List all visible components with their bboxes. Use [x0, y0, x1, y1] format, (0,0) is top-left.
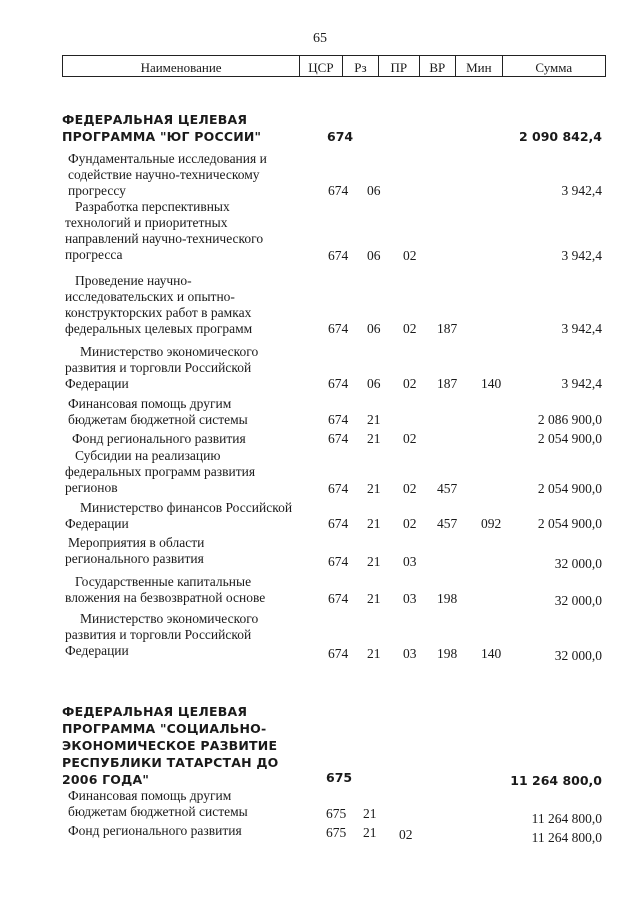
- row-name-line: Министерство экономического: [80, 611, 259, 626]
- row-name-line: Мероприятия в области: [68, 535, 205, 550]
- row-name-line: Министерство финансов Российской: [80, 500, 293, 515]
- header-vr: ВР: [419, 56, 456, 77]
- cell-csr: 674: [328, 646, 349, 661]
- cell-sum: 3 942,4: [561, 321, 602, 336]
- row-name: [65, 448, 255, 496]
- cell-min: 140: [481, 646, 502, 661]
- row-name-line: Проведение научно-: [75, 273, 192, 288]
- cell-pr: 02: [403, 321, 417, 336]
- row-name-line: федеральных программ развития: [65, 464, 256, 479]
- cell-sum: 32 000,0: [554, 593, 602, 608]
- cell-pr: 02: [403, 376, 417, 391]
- cell-rz: 21: [367, 481, 381, 496]
- row-name: [65, 273, 252, 337]
- cell-min: 140: [481, 376, 502, 391]
- row-name: [65, 574, 265, 606]
- row-name: [68, 396, 248, 428]
- cell-pr: 02: [399, 827, 413, 842]
- cell-csr: 674: [328, 376, 349, 391]
- cell-vr: 457: [437, 516, 458, 531]
- row-name: [72, 431, 246, 447]
- row-name-line: Фонд регионального развития: [72, 431, 246, 446]
- row-name-line: Финансовая помощь другим: [68, 788, 232, 803]
- cell-csr: 674: [328, 183, 349, 198]
- cell-rz: 21: [367, 431, 381, 446]
- row-name: [65, 199, 264, 263]
- cell-csr: 674: [328, 481, 349, 496]
- cell-csr: 674: [328, 554, 349, 569]
- row-name: [68, 151, 267, 199]
- row-name: [65, 500, 292, 532]
- row-name-line: Федерации: [65, 516, 129, 531]
- cell-csr: 674: [328, 516, 349, 531]
- header-name: Наименование: [140, 60, 222, 75]
- cell-pr: 03: [403, 646, 417, 661]
- row-name: [68, 788, 248, 820]
- cell-vr: 198: [437, 646, 458, 661]
- table-header: [62, 55, 606, 77]
- cell-rz: 06: [367, 376, 381, 391]
- program-sum: 2 090 842,4: [518, 129, 602, 144]
- header-pr: ПР: [379, 56, 419, 77]
- cell-csr: 674: [328, 248, 349, 263]
- cell-pr: 02: [403, 248, 417, 263]
- program-title-line: ПРОГРАММА "ЮГ РОССИИ": [62, 129, 262, 144]
- row-name-line: Министерство экономического: [80, 344, 259, 359]
- cell-pr: 03: [403, 554, 417, 569]
- row-name-line: федеральных целевых программ: [65, 321, 253, 336]
- cell-sum: 11 264 800,0: [531, 811, 602, 826]
- row-name-line: технологий и приоритетных: [65, 215, 228, 230]
- cell-rz: 21: [367, 591, 381, 606]
- row-name: [65, 344, 258, 392]
- row-name-line: Федерации: [65, 376, 129, 391]
- cell-pr: 02: [403, 481, 417, 496]
- row-name-line: направлений научно-технического: [65, 231, 264, 246]
- row-name: [65, 535, 204, 567]
- row-name-line: Разработка перспективных: [75, 199, 230, 214]
- cell-rz: 06: [367, 183, 381, 198]
- row-name-line: исследовательских и опытно-: [65, 289, 235, 304]
- program-title-line: ФЕДЕРАЛЬНАЯ ЦЕЛЕВАЯ: [62, 704, 248, 719]
- row-name-line: Финансовая помощь другим: [68, 396, 232, 411]
- cell-vr: 187: [437, 376, 458, 391]
- header-min: Мин: [456, 56, 503, 77]
- page-number: 65: [313, 31, 327, 46]
- cell-vr: 457: [437, 481, 458, 496]
- cell-sum: 11 264 800,0: [531, 830, 602, 845]
- row-name-line: содействие научно-техническому: [68, 167, 260, 182]
- row-name-line: Фундаментальные исследования и: [68, 151, 267, 166]
- cell-sum: 3 942,4: [561, 376, 602, 391]
- cell-vr: 187: [437, 321, 458, 336]
- row-name-line: регионов: [65, 480, 118, 495]
- cell-pr: 02: [403, 431, 417, 446]
- cell-rz: 21: [367, 516, 381, 531]
- row-name-line: прогресса: [65, 247, 123, 262]
- program-title-line: ЭКОНОМИЧЕСКОЕ РАЗВИТИЕ: [62, 738, 278, 753]
- cell-csr: 674: [328, 321, 349, 336]
- cell-csr: 675: [326, 825, 347, 840]
- cell-csr: 674: [328, 591, 349, 606]
- program-title: [62, 703, 278, 788]
- cell-pr: 03: [403, 591, 417, 606]
- row-name-line: развития и торговли Российской: [65, 360, 252, 375]
- row-name-line: регионального развития: [65, 551, 204, 566]
- row-name-line: вложения на безвозвратной основе: [65, 590, 266, 605]
- cell-sum: 3 942,4: [561, 183, 602, 198]
- program-sum: 11 264 800,0: [510, 773, 602, 788]
- cell-sum: 32 000,0: [554, 648, 602, 663]
- program-title-line: 2006 ГОДА": [62, 772, 150, 787]
- row-name: [68, 823, 242, 839]
- row-name-line: развития и торговли Российской: [65, 627, 252, 642]
- cell-rz: 21: [367, 554, 381, 569]
- cell-vr: 198: [437, 591, 458, 606]
- cell-rz: 21: [367, 412, 381, 427]
- row-name-line: Фонд регионального развития: [68, 823, 242, 838]
- cell-rz: 06: [367, 321, 381, 336]
- header-csr: ЦСР: [300, 56, 343, 77]
- row-name-line: прогрессу: [68, 183, 126, 198]
- cell-min: 092: [481, 516, 502, 531]
- row-name-line: бюджетам бюджетной системы: [68, 804, 248, 819]
- cell-sum: 2 086 900,0: [537, 412, 602, 427]
- cell-rz: 21: [363, 825, 377, 840]
- cell-rz: 21: [363, 806, 377, 821]
- program-csr: 674: [327, 129, 354, 144]
- header-rz: Рз: [342, 56, 378, 77]
- program-title: [62, 111, 261, 145]
- cell-csr: 675: [326, 806, 347, 821]
- header-sum: Сумма: [502, 56, 605, 77]
- cell-sum: 2 054 900,0: [537, 431, 602, 446]
- program-title-line: РЕСПУБЛИКИ ТАТАРСТАН ДО: [62, 755, 279, 770]
- program-csr: 675: [326, 770, 353, 785]
- cell-rz: 06: [367, 248, 381, 263]
- row-name-line: конструкторских работ в рамках: [65, 305, 252, 320]
- row-name-line: Субсидии на реализацию: [75, 448, 221, 463]
- row-name: [65, 611, 258, 659]
- program-title-line: ФЕДЕРАЛЬНАЯ ЦЕЛЕВАЯ: [62, 112, 248, 127]
- cell-sum: 2 054 900,0: [537, 481, 602, 496]
- row-name-line: бюджетам бюджетной системы: [68, 412, 248, 427]
- cell-csr: 674: [328, 431, 349, 446]
- program-title-line: ПРОГРАММА "СОЦИАЛЬНО-: [62, 721, 267, 736]
- cell-sum: 3 942,4: [561, 248, 602, 263]
- row-name-line: Государственные капитальные: [75, 574, 252, 589]
- cell-rz: 21: [367, 646, 381, 661]
- cell-sum: 2 054 900,0: [537, 516, 602, 531]
- cell-pr: 02: [403, 516, 417, 531]
- cell-csr: 674: [328, 412, 349, 427]
- row-name-line: Федерации: [65, 643, 129, 658]
- cell-sum: 32 000,0: [554, 556, 602, 571]
